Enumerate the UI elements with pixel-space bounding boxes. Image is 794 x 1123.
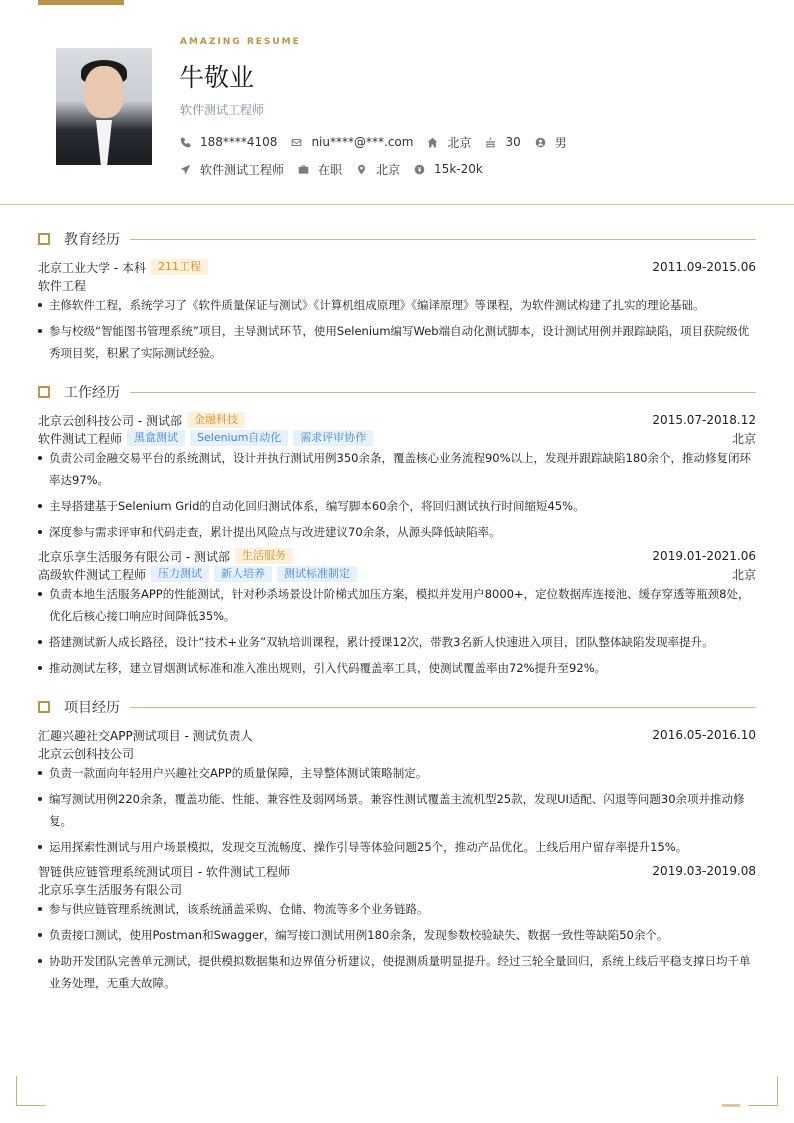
work-title: 工作经历 [64, 385, 120, 401]
company-name: 北京乐享生活服务有限公司 - 测试部 [38, 549, 230, 564]
home-icon [427, 137, 438, 148]
intent-city-item [356, 161, 400, 178]
salary-item [414, 162, 483, 176]
section-square-icon [38, 386, 50, 398]
section-rule [130, 707, 756, 708]
intent-role-item [180, 161, 284, 178]
project-company-row [38, 744, 756, 762]
skill-tag: 需求评审协作 [293, 430, 373, 446]
gender-item [535, 134, 567, 151]
skill-tag: 压力测试 [151, 566, 209, 582]
list-item: 负责一款面向年轻用户兴趣社交APP的质量保障，主导整体测试策略制定。 [38, 762, 756, 784]
project-company: 北京乐享生活服务有限公司 [38, 882, 183, 897]
industry-tag: 生活服务 [235, 548, 293, 564]
list-item: 负责公司金融交易平台的系统测试，设计并执行测试用例350余条，覆盖核心业务流程90%以上，发现并跟踪缺陷180余个，推动修复闭环率达97%。 [38, 447, 756, 491]
list-item: 搭建测试新人成长路径，设计“技术+业务”双轨培训课程，累计授课12次，带教3名新人快速进入项目，团队整体缺陷发现率提升。 [38, 631, 756, 653]
candidate-role: 软件测试工程师 [180, 103, 265, 117]
project-date: 2019.03-2019.08 [652, 864, 756, 878]
education-entry-row [38, 258, 756, 276]
residence-text: 北京 [447, 135, 472, 150]
list-item: 负责接口测试，使用Postman和Swagger，编写接口测试用例180余条，发现参数校验缺失、数据一致性等缺陷50余个。 [38, 924, 756, 946]
location-pin-icon [356, 164, 367, 175]
list-item: 负责本地生活服务APP的性能测试，针对秒杀场景设计阶梯式加压方案，模拟并发用户8000+，定位数据库连接池、缓存穿透等瓶颈8处，优化后核心接口响应时间降低35%。 [38, 583, 756, 627]
project-name: 智链供应链管理系统测试项目 - 软件测试工程师 [38, 864, 290, 879]
project-bullets [38, 898, 756, 998]
project-name-row [38, 862, 756, 880]
education-date: 2011.09-2015.06 [652, 260, 756, 274]
education-section-header [38, 230, 756, 248]
list-item: 主导搭建基于Selenium Grid的自动化回归测试体系，编写脚本60余个，将回归测试执行时间缩短45%。 [38, 495, 756, 517]
job-date: 2019.01-2021.06 [652, 549, 756, 563]
phone-icon [180, 137, 191, 148]
project-name-row [38, 726, 756, 744]
job-intent-row [180, 161, 497, 177]
send-icon [180, 164, 191, 175]
brand-label: AMAZING RESUME [180, 37, 301, 47]
money-icon [414, 164, 425, 175]
person-icon [535, 137, 546, 148]
corner-decoration-right [748, 1076, 778, 1106]
gender-text: 男 [554, 135, 567, 150]
cake-icon [485, 137, 496, 148]
job-position-row [38, 565, 756, 583]
email-text: niu****@***.com [311, 135, 414, 149]
skill-tag: 新人培养 [214, 566, 272, 582]
mail-icon [291, 137, 302, 148]
major: 软件工程 [38, 278, 87, 293]
education-bullets [38, 294, 756, 368]
skill-tag: 测试标准制定 [277, 566, 357, 582]
corner-decoration-left [16, 1076, 46, 1106]
list-item: 编写测试用例220余条，覆盖功能、性能、兼容性及弱网场景。兼容性测试覆盖主流机型25款，发现UI适配、闪退等问题30余项并推动修复。 [38, 788, 756, 832]
project-date: 2016.05-2016.10 [652, 728, 756, 742]
school-name: 北京工业大学 - 本科 [38, 260, 146, 275]
footer-accent-bar [722, 1104, 740, 1107]
project-title: 项目经历 [64, 700, 120, 716]
job-date: 2015.07-2018.12 [652, 413, 756, 427]
age-text: 30 [505, 135, 521, 149]
section-square-icon [38, 233, 50, 245]
phone-text: 188****4108 [200, 135, 278, 149]
section-rule [130, 239, 756, 240]
list-item: 运用探索性测试与用户场景模拟，发现交互流畅度、操作引导等体验问题25个，推动产品优化。上线后用户留存率提升15%。 [38, 836, 756, 858]
candidate-name: 牛敬业 [179, 63, 255, 92]
status-item [298, 161, 342, 178]
header-divider [0, 204, 794, 205]
project-bullets [38, 762, 756, 862]
list-item: 参与供应链管理系统测试，该系统涵盖采购、仓储、物流等多个业务链路。 [38, 898, 756, 920]
job-bullets [38, 583, 756, 683]
age-item [485, 135, 520, 149]
section-square-icon [38, 701, 50, 713]
job-company-row [38, 411, 756, 429]
job-position: 软件测试工程师 [38, 431, 123, 446]
top-accent-bar [38, 0, 124, 5]
intent-role-text: 软件测试工程师 [200, 162, 285, 177]
project-name: 汇趣兴趣社交APP测试项目 - 测试负责人 [38, 728, 253, 743]
project-company: 北京云创科技公司 [38, 746, 135, 761]
skill-tag: Selenium自动化 [190, 430, 288, 446]
contact-info-row [180, 134, 581, 150]
list-item: 推动测试左移，建立冒烟测试标准和准入准出规则，引入代码覆盖率工具，使测试覆盖率由72%提升至92%。 [38, 657, 756, 679]
company-name: 北京云创科技公司 - 测试部 [38, 413, 182, 428]
project-company-row [38, 880, 756, 898]
salary-text: 15k-20k [434, 162, 483, 176]
job-position: 高级软件测试工程师 [38, 567, 147, 582]
job-city: 北京 [731, 567, 756, 582]
skill-tag: 黑盒测试 [127, 430, 185, 446]
job-position-row [38, 429, 756, 447]
list-item: 协助开发团队完善单元测试，提供模拟数据集和边界值分析建议，使提测质量明显提升。经过三轮全量回归，系统上线后平稳支撑日均千单业务处理，无重大故障。 [38, 950, 756, 994]
list-item: 主修软件工程，系统学习了《软件质量保证与测试》《计算机组成原理》《编译原理》等课程，为软件测试构建了扎实的理论基础。 [38, 294, 756, 316]
profile-photo [56, 48, 152, 165]
intent-city-text: 北京 [376, 162, 401, 177]
phone-item [180, 135, 277, 149]
job-city: 北京 [731, 431, 756, 446]
list-item: 参与校级“智能图书管理系统”项目，主导测试环节，使用Selenium编写Web端自动化测试脚本，设计测试用例并跟踪缺陷，项目获院级优秀项目奖，积累了实际测试经验。 [38, 320, 756, 364]
project-section-header [38, 698, 756, 716]
briefcase-icon [298, 164, 309, 175]
industry-tag: 金融科技 [187, 412, 245, 428]
education-title: 教育经历 [64, 232, 120, 248]
photo-face [84, 66, 124, 118]
residence-item [427, 134, 471, 151]
work-section-header [38, 383, 756, 401]
list-item: 深度参与需求评审和代码走查，累计提出风险点与改进建议70余条，从源头降低缺陷率。 [38, 521, 756, 543]
email-item [291, 135, 413, 149]
photo-shirt [96, 120, 112, 165]
job-company-row [38, 547, 756, 565]
section-rule [130, 392, 756, 393]
education-major-row [38, 276, 756, 294]
school-tag: 211工程 [151, 259, 208, 275]
status-text: 在职 [318, 162, 343, 177]
job-bullets [38, 447, 756, 547]
